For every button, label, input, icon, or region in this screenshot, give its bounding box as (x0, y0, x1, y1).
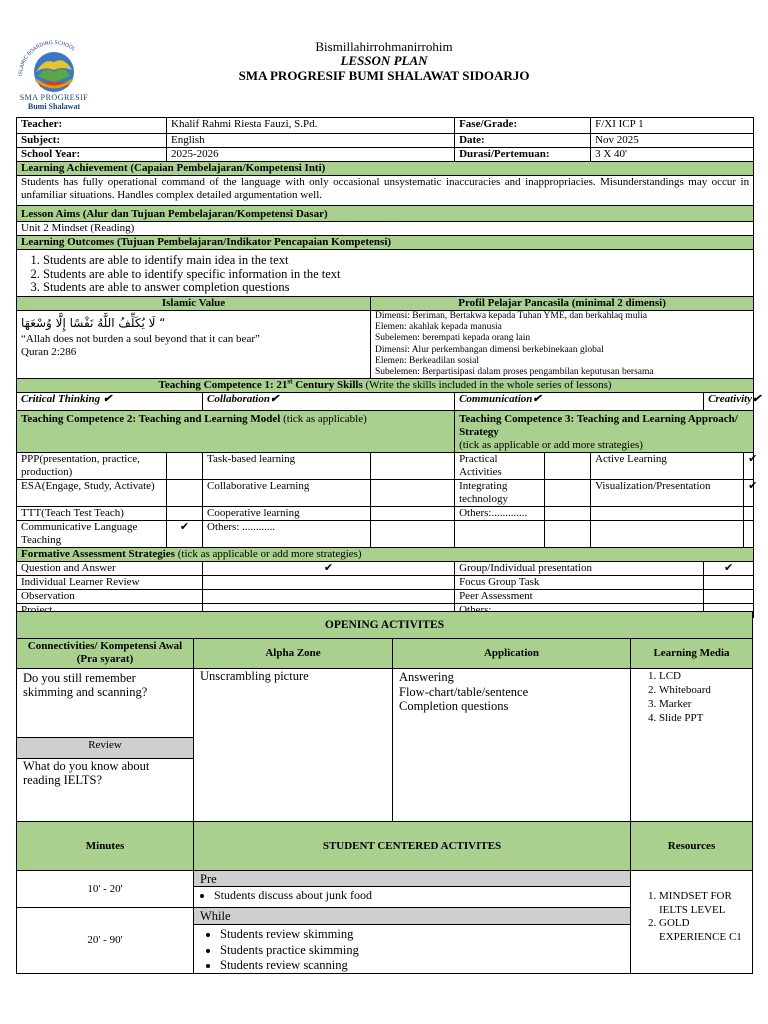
tc3-title-cell (455, 411, 754, 453)
tc2-check[interactable] (167, 507, 203, 521)
logo-school-line1: SMA PROGRESIF (19, 93, 89, 102)
pre-list (194, 888, 372, 902)
tc3-approach (455, 521, 545, 548)
resources-list (631, 871, 752, 944)
formative-title: Formative Assessment Strategies (21, 548, 175, 561)
formative-check[interactable]: ✔ (704, 562, 754, 576)
tc3-check[interactable] (545, 521, 591, 548)
grade-value: F/XI ICP 1 (591, 118, 754, 134)
tc1-title (17, 379, 754, 393)
col-application: Application (392, 638, 631, 669)
formative-check[interactable] (704, 590, 754, 604)
tc2-title: Teaching Competence 2: Teaching and Learning Model (21, 413, 281, 426)
pre-minutes: 10' - 20' (16, 870, 194, 908)
tc3-note: (tick as applicable or add more strategies) (459, 439, 643, 452)
pancasila-line: Subelemen: berempati kepada orang lain (375, 333, 531, 344)
school-name: SMA PROGRESIF BUMI SHALAWAT SIDOARJO (238, 68, 530, 83)
tc3-check[interactable] (545, 507, 591, 521)
tc3-check[interactable] (744, 521, 754, 548)
teacher-label: Teacher: (17, 118, 167, 134)
islamic-title: Islamic Value (17, 297, 371, 311)
lesson-plan-table (16, 117, 762, 618)
formative-check[interactable] (203, 576, 455, 590)
formative-item: Question and Answer (17, 562, 203, 576)
tc2-check[interactable] (371, 521, 455, 548)
resources-cell (630, 870, 753, 974)
doc-title: LESSON PLAN (340, 53, 428, 68)
while-list (200, 927, 359, 974)
tc2-model: Others: ............ (203, 521, 371, 548)
connectivities-text: Do you still remember skimming and scanning? (23, 671, 148, 699)
teacher-value: Khalif Rahmi Riesta Fauzi, S.Pd. (167, 118, 455, 134)
achievement-title: Learning Achievement (Capaian Pembelajaran/Kompetensi Inti) (17, 162, 754, 176)
tc2-model: PPP(presentation, practice, production) (17, 453, 167, 480)
alpha-zone-cell (193, 668, 393, 822)
tc2-check[interactable] (371, 507, 455, 521)
formative-check[interactable] (203, 590, 455, 604)
duration-label: Durasi/Pertemuan: (455, 148, 591, 162)
islamic-source: Quran 2:286 (21, 346, 77, 358)
subject-value: English (167, 134, 455, 148)
while-item: • Students review scanning (220, 958, 359, 974)
col-connectivities: Connectivities/ Kompetensi Awal (Pra syarat) (16, 638, 194, 669)
date-label: Date: (455, 134, 591, 148)
formative-check[interactable] (704, 576, 754, 590)
tc3-approach (591, 507, 744, 521)
col-student-activities: STUDENT CENTERED ACTIVITES (193, 821, 631, 871)
outcome-item: 3. Students are able to answer completion questions (43, 281, 749, 295)
logo-arc-text: ISLAMIC BOARDING SCHOOL (17, 39, 77, 77)
tc3-check[interactable] (545, 453, 591, 480)
review-text: What do you know about reading IELTS? (23, 759, 150, 787)
pancasila-title: Profil Pelajar Pancasila (minimal 2 dimensi) (371, 297, 754, 311)
tc2-check[interactable] (167, 453, 203, 480)
tc2-model: Collaborative Learning (203, 480, 371, 507)
outcomes-title: Learning Outcomes (Tujuan Pembelajaran/Indikator Pencapaian Kompetensi) (17, 236, 754, 250)
review-label: Review (17, 737, 193, 759)
tc1-title-note: (Write the skills included in the whole series of lessons) (362, 379, 612, 392)
col-learning-media: Learning Media (630, 638, 753, 669)
duration-value: 3 X 40' (591, 148, 754, 162)
tc3-approach: Others:............. (455, 507, 545, 521)
while-item: • Students review skimming (220, 927, 359, 943)
subject-label: Subject: (17, 134, 167, 148)
media-item: 3. Marker (659, 697, 752, 711)
tc2-check[interactable] (167, 480, 203, 507)
skill-creativity: Creativity✔ (704, 393, 754, 411)
pancasila-line: Dimensi: Beriman, Bertakwa kepada Tuhan YME, dan berkahlaq mulia (375, 311, 647, 321)
formative-item: Individual Learner Review (17, 576, 203, 590)
islamic-value-cell (17, 311, 371, 379)
formative-item: Focus Group Task (455, 576, 704, 590)
application-line: Completion questions (399, 699, 509, 713)
opening-title: OPENING ACTIVITES (16, 611, 753, 639)
outcomes-list (21, 254, 749, 295)
learning-media-cell (630, 668, 753, 822)
skill-collaboration: Collaboration✔ (203, 393, 455, 411)
application-list (399, 670, 528, 714)
tc2-model: Cooperative learning (203, 507, 371, 521)
grade-label: Fase/Grade: (455, 118, 591, 134)
aims-text: Unit 2 Mindset (Reading) (17, 222, 754, 236)
tc2-check[interactable] (371, 453, 455, 480)
tc3-approach: Visualization/Presentation (591, 480, 744, 507)
islamic-arabic: لَا يُكَلِّفُ اللَّهُ نَفْسًا إِلَّا وُسْعَهَا “ (21, 316, 166, 330)
tc2-model: TTT(Teach Test Teach) (17, 507, 167, 521)
tc3-check[interactable]: ✔ (744, 453, 754, 480)
col-resources: Resources (630, 821, 753, 871)
col-alpha-zone: Alpha Zone (193, 638, 393, 669)
while-cell (193, 907, 631, 974)
outcomes-list-cell (17, 250, 754, 297)
resource-item: 2. GOLD EXPERIENCE C1 (659, 917, 752, 944)
tc3-approach (591, 521, 744, 548)
while-label: While (194, 908, 630, 925)
year-value: 2025-2026 (167, 148, 455, 162)
col-minutes: Minutes (16, 821, 194, 871)
tc1-title-sup: st (287, 377, 293, 386)
pancasila-cell (371, 311, 754, 379)
date-value: Nov 2025 (591, 134, 754, 148)
pre-cell (193, 870, 631, 908)
tc1-title-b: Century Skills (292, 379, 363, 392)
alpha-zone-text: Unscrambling picture (200, 669, 309, 683)
tc2-check[interactable]: ✔ (167, 521, 203, 548)
tc1-title-a: Teaching Competence 1: 21 (158, 379, 288, 392)
formative-note: (tick as applicable or add more strategies) (174, 548, 362, 561)
media-item: 2. Whiteboard (659, 683, 752, 697)
pre-label: Pre (194, 871, 630, 887)
tc3-check[interactable] (744, 507, 754, 521)
tc2-check[interactable] (371, 480, 455, 507)
tc3-check[interactable]: ✔ (744, 480, 754, 507)
skill-critical-thinking: Critical Thinking ✔ (17, 393, 203, 411)
pancasila-line: Elemen: akahlak kepada manusia (375, 322, 502, 333)
formative-check[interactable]: ✔ (203, 562, 455, 576)
tc3-approach: Practical Activities (455, 453, 545, 480)
application-line: Flow-chart/table/sentence (399, 684, 529, 699)
while-item: • Students practice skimming (220, 943, 359, 959)
tc2-model: Task-based learning (203, 453, 371, 480)
outcome-item: 2. Students are able to identify specific information in the text (43, 268, 749, 282)
tc2-model: Communicative Language Teaching (17, 521, 167, 548)
tc3-approach: Integrating technology (455, 480, 545, 507)
achievement-text: Students has fully operational command of the language with only occasional unsystematic inaccuracies and inappropriacies. Misunderstandings may occur in unfamiliar situations. Handles complex detailed argumentation well. (17, 176, 754, 206)
application-line: Answering (399, 670, 454, 684)
tc2-title-cell (17, 411, 455, 453)
media-item: 4. Slide PPT (659, 711, 752, 725)
tc3-approach: Active Learning (591, 453, 744, 480)
pancasila-line: Dimensi: Alur perkembangan dimensi berkebinekaan global (375, 344, 604, 355)
pancasila-line: Elemen: Berkeadilan sosial (375, 355, 479, 366)
formative-item: Observation (17, 590, 203, 604)
formative-title-cell (17, 548, 754, 562)
aims-title: Lesson Aims (Alur dan Tujuan Pembelajaran/Kompetensi Dasar) (17, 206, 754, 222)
learning-media-list (631, 669, 752, 725)
logo-school-line2: Bumi Shalawat (27, 102, 81, 111)
pancasila-line: Subelemen: Berpartisipasi dalam proses pengambilan keputusan bersama (375, 367, 654, 378)
islamic-translation: “Allah does not burden a soul beyond that it can bear” (21, 333, 260, 345)
application-cell (392, 668, 631, 822)
tc3-title: Teaching Competence 3: Teaching and Learning Approach/ Strategy (459, 413, 738, 439)
resource-item: 1. MINDSET FOR IELTS LEVEL (659, 890, 752, 917)
media-item: 1. LCD (659, 669, 752, 683)
outcome-item: 1. Students are able to identify main idea in the text (43, 254, 749, 268)
tc3-check[interactable] (545, 480, 591, 507)
year-label: School Year: (17, 148, 167, 162)
tc2-model: ESA(Engage, Study, Activate) (17, 480, 167, 507)
formative-item: Peer Assessment (455, 590, 704, 604)
connectivities-cell (16, 668, 194, 822)
pre-item: • Students discuss about junk food (214, 888, 372, 902)
while-minutes: 20' - 90' (16, 907, 194, 974)
skill-communication: Communication✔ (455, 393, 704, 411)
bismillah: Bismillahirrohmanirrohim (315, 39, 453, 54)
formative-item: Group/Individual presentation (455, 562, 704, 576)
tc2-note: (tick as applicable) (280, 413, 367, 426)
